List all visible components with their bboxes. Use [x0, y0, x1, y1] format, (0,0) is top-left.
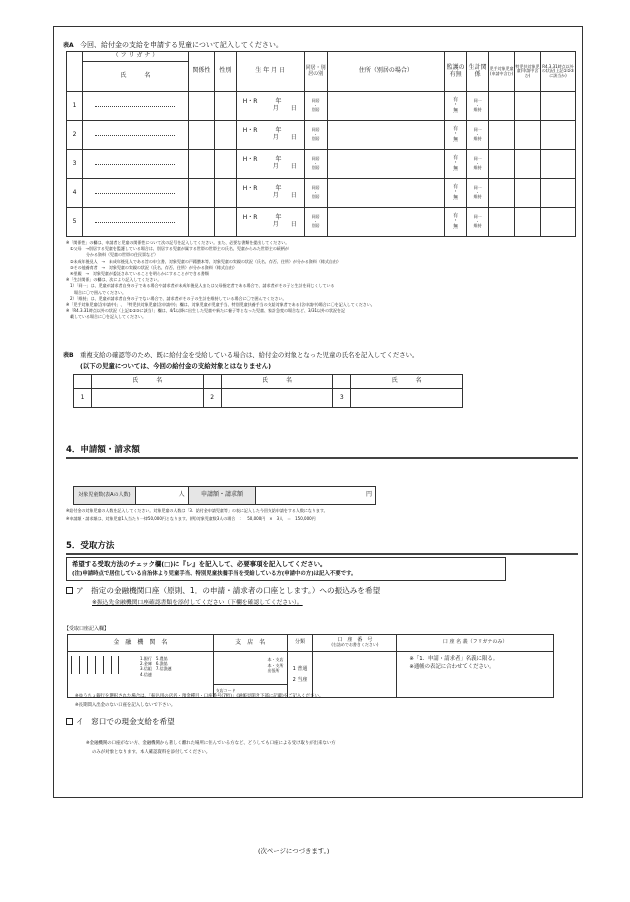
sex-cell[interactable] — [214, 92, 236, 121]
section4-note1: ※給付金の対象児童の人数を記入してください。対象児童の人数は「3．給付金申請児童等」の表に記入した今回支給申請をする人数になります。 — [66, 508, 328, 513]
account-title: 【受取口座記入欄】 — [64, 626, 110, 632]
r4-cell[interactable] — [540, 92, 575, 121]
bank-name-cell[interactable] — [68, 652, 214, 698]
note-line: 場合に〇で囲んでください。 — [66, 289, 126, 295]
r4-cell[interactable] — [540, 150, 575, 179]
table-b-label: 表B — [63, 352, 74, 359]
table-a-title: 今回、給付金の支給を申請する児童について記入してください。 — [80, 41, 283, 49]
acct-holder-cell[interactable] — [397, 652, 554, 698]
amount-label: 申請額・請求額 — [188, 487, 256, 505]
custody-cell[interactable]: 有 ・ 無 — [445, 150, 467, 179]
option-a[interactable]: ア 指定の金融機関口座（原則、1．の申請・請求者の口座とします。）への振込みを希望 — [66, 587, 380, 595]
livelihood-cell[interactable]: 同一 ・ 維持 — [467, 121, 489, 150]
bank-type: 4.信連 — [140, 671, 152, 677]
cohab-cell[interactable]: 同居 ・ 別居 — [304, 92, 327, 121]
note-line: ※「生計関係」の欄は、次により記入してください。 — [66, 277, 162, 283]
jido-cell[interactable] — [489, 121, 515, 150]
note-line: 載している場合に〇を記入してください。 — [66, 314, 146, 320]
bank-code-boxes[interactable] — [71, 656, 119, 678]
bank-type: 3.信組 7.信漁連 — [140, 666, 172, 672]
note-line: ※「R4.3.31時点以外の状況（上記①②③に該当）」欄は、4/1以降に出生した児童や新たに養子等となった児童、家計急変の場合など、3/31以外の状況を記 — [66, 308, 346, 314]
header-name: 氏 名 — [351, 375, 463, 389]
header-name: 氏 名 — [91, 375, 203, 389]
cohab-cell[interactable]: 同居 ・ 別居 — [304, 121, 327, 150]
header-sex: 性別 — [214, 52, 236, 92]
table-a-notes — [66, 241, 578, 321]
address-cell[interactable] — [327, 92, 445, 121]
header-furigana: （ フ リ ガ ナ ） — [82, 52, 188, 62]
category-cell[interactable]: 1 普通 2 当座 — [287, 652, 313, 698]
bank-type: 1.銀行 5.農協 — [140, 656, 168, 661]
row-number: 5 — [67, 208, 83, 237]
instruction-line1: 希望する受取方法のチェック欄(□)に『レ』を記入して、必要事項を記入してください。 — [72, 560, 327, 568]
acct-holder-header: 口 座 名 義（フリガナのみ） — [397, 635, 554, 652]
sex-cell[interactable] — [214, 179, 236, 208]
custody-cell[interactable]: 有 ・ 無 — [445, 208, 467, 237]
address-cell[interactable] — [327, 208, 445, 237]
livelihood-cell[interactable]: 同一 ・ 維持 — [467, 92, 489, 121]
livelihood-cell[interactable]: 同一 ・ 維持 — [467, 179, 489, 208]
header-name: 氏 名 — [82, 62, 188, 92]
header-livelihood: 生計関係 — [467, 52, 489, 92]
bank-name-header: 金 融 機 関 名 — [68, 635, 214, 652]
row-number: 3 — [67, 150, 83, 179]
count-label: 対象児童数(表Aの人数) — [74, 487, 136, 505]
acct-no-cell[interactable] — [313, 652, 397, 698]
cohab-cell[interactable]: 同居 ・ 別居 — [304, 150, 327, 179]
row-number: 1 — [74, 389, 92, 408]
yucho-note2: ※長期間入出金のない口座を記入しないで下さい。 — [75, 703, 176, 708]
custody-cell[interactable]: 有 ・ 無 — [445, 179, 467, 208]
address-cell[interactable] — [327, 121, 445, 150]
instruction-box — [66, 557, 506, 581]
header-jido: 児手対象児童(申請中含む) — [489, 52, 515, 92]
r4-cell[interactable] — [540, 208, 575, 237]
checkbox-i[interactable] — [66, 718, 73, 725]
note-line: 2）「維持」は、児童が請求者自身の子でない場合で、請求者がその子の生計を維持している場合に〇で囲んでください。 — [66, 295, 287, 301]
header-tokubetsu: 特児扶対象児童(申請中含む) — [515, 52, 541, 92]
cohab-cell[interactable]: 同居 ・ 別居 — [304, 179, 327, 208]
category-header: 分類 — [287, 635, 313, 652]
note-line: ※「関係性」の欄は、申請者と児童の関係性について次の記号を記入してください。また、必要な書類を提出してください。 — [66, 240, 290, 245]
r4-cell[interactable] — [540, 179, 575, 208]
account-table — [67, 634, 554, 698]
acct-no-header: 口 座 番 号 (右詰めでお書きください) — [313, 635, 397, 652]
name-cell[interactable] — [82, 92, 188, 121]
birth-cell[interactable]: H・R 年 月 日 — [236, 150, 304, 179]
instruction-line2: (注)申請時点で居住している自治体より児童手当、特別児童扶養手当を受給している方(申請中の方)は記入不要です。 — [72, 571, 357, 577]
table-a-label: 表A — [63, 42, 74, 49]
relation-cell[interactable] — [188, 179, 214, 208]
sex-cell[interactable] — [214, 208, 236, 237]
header-r4: R4.3.31時点以外の状況(上記①②③に該当か) — [540, 52, 575, 92]
livelihood-cell[interactable]: 同一 ・ 維持 — [467, 208, 489, 237]
table-b — [73, 374, 463, 408]
jido-cell[interactable] — [489, 179, 515, 208]
header-address: 住所（別居の場合） — [327, 52, 445, 92]
header-custody: 監護の有無 — [445, 52, 467, 92]
relation-cell[interactable] — [188, 121, 214, 150]
address-cell[interactable] — [327, 150, 445, 179]
section5-heading: 5．受取方法 — [66, 541, 115, 551]
yucho-note1: ※ゆうちょ銀行を選択された場合は、「振込用の店名・預金種目・口座番号(7桁)」(通帳見開き下部に記載)をご記入ください。 — [75, 694, 324, 699]
custody-cell[interactable]: 有 ・ 無 — [445, 121, 467, 150]
sex-cell[interactable] — [214, 150, 236, 179]
table-b-title: 重複支給の確認等のため、既に給付金を受給している場合は、給付金の対象となった児童の氏名を記入してください。 — [80, 351, 419, 359]
branch-type: 本・支店 — [267, 657, 284, 662]
table-a — [66, 51, 576, 237]
table-row — [67, 179, 576, 208]
birth-cell[interactable]: H・R 年 月 日 — [236, 121, 304, 150]
jido-cell[interactable] — [489, 92, 515, 121]
option-a-note: ※振込先金融機関口座確認書類を添付してください（下欄を確認してください）。 — [92, 600, 303, 606]
note-line: ※「児手対象児童(含申請中)」、「特児扶対象児童(含申請中)」欄は、対象児童が児童手当、特別児童扶養手当の支給対象者である(含申請中)場合に〇を記入してください。 — [66, 301, 375, 307]
tokubetsu-cell[interactable] — [515, 92, 541, 121]
name-cell[interactable] — [82, 150, 188, 179]
divider — [66, 457, 578, 459]
branch-type: 出張所 — [267, 668, 280, 674]
row-number: 4 — [67, 179, 83, 208]
table-row — [67, 92, 576, 121]
divider — [66, 553, 578, 555]
branch-type: 本・支所 — [267, 662, 284, 668]
header-birth: 生 年 月 日 — [236, 52, 304, 92]
note-line: ②未成年後見人 → 未成年後見人である旨の申立書、対象児童の戸籍謄本等、対象児童の実親の状況（氏名、存否、住所）が分かる資料（様式自由） — [66, 258, 341, 264]
cohab-cell[interactable]: 同居 ・ 別居 — [304, 208, 327, 237]
tokubetsu-cell[interactable] — [515, 208, 541, 237]
table-row — [67, 150, 576, 179]
note-line: ①父母 →別居する児童を監護している場合は、別居する児童が属する世帯の世帯主の氏名、児童からみた世帯主の続柄が — [66, 246, 289, 252]
name-cell[interactable] — [82, 179, 188, 208]
header-relation: 関係性 — [188, 52, 214, 92]
branch-name-cell[interactable] — [213, 652, 287, 698]
note-line: ③その他養育者 → 対象児童の実親の状況（氏名、存否、住所）が分かる資料（様式自由） — [66, 264, 237, 270]
name-cell[interactable] — [82, 121, 188, 150]
relation-cell[interactable] — [188, 208, 214, 237]
birth-cell[interactable]: H・R 年 月 日 — [236, 179, 304, 208]
section4-note2: ※申請額・請求額は、対象児童1人当たり一律50,000円となります。(例)対象児童数3人の場合 ： 50,000円 × 3人 ＝ 150,000円 — [66, 516, 316, 521]
holder-note: ※「1．申請・請求者」名義に限る。 — [409, 656, 499, 662]
table-row — [67, 121, 576, 150]
amount-field[interactable]: 円 — [256, 487, 376, 505]
row-number: 3 — [333, 389, 351, 408]
footer-text: (次ページにつづきます。) — [258, 847, 330, 855]
note-line: 分かる資料（児童の世帯の住民票など） — [66, 252, 158, 258]
name-cell[interactable] — [82, 208, 188, 237]
option-i-note2: のみが対象となります。本人確認資料を添付してください。 — [92, 750, 211, 755]
header-name: 氏 名 — [221, 375, 333, 389]
row-number: 2 — [203, 389, 221, 408]
sex-cell[interactable] — [214, 121, 236, 150]
bank-type: 2.金庫 6.漁協 — [140, 661, 168, 667]
option-i[interactable]: イ 窓口での現金支給を希望 — [66, 718, 175, 726]
section4-heading: 4．申請額・請求額 — [66, 445, 140, 455]
holder-note: ※通帳の表記に合わせてください。 — [409, 664, 495, 671]
tokubetsu-cell[interactable] — [515, 179, 541, 208]
relation-cell[interactable] — [188, 92, 214, 121]
note-line: ④里親 → 対象児童が委託されていることを明らかにすることができる書類 — [66, 270, 209, 276]
header-cohab: 同居・別居の別 — [304, 52, 327, 92]
tokubetsu-cell[interactable] — [515, 150, 541, 179]
note-line: 1）「同一」は、児童が請求者自身の子である場合や請求者が未成年後見人または父母指定者である場合で、請求者がその子と生計を同じくしている — [66, 283, 335, 289]
branch-code-field[interactable]: 支店コード — [214, 684, 287, 697]
tokubetsu-cell[interactable] — [515, 121, 541, 150]
jido-cell[interactable] — [489, 208, 515, 237]
jido-cell[interactable] — [489, 150, 515, 179]
name-cell[interactable] — [91, 389, 203, 408]
address-cell[interactable] — [327, 179, 445, 208]
relation-cell[interactable] — [188, 150, 214, 179]
amount-table — [73, 486, 376, 505]
custody-cell[interactable]: 有 ・ 無 — [445, 92, 467, 121]
birth-cell[interactable]: H・R 年 月 日 — [236, 92, 304, 121]
count-field[interactable]: 人 — [135, 487, 188, 505]
r4-cell[interactable] — [540, 121, 575, 150]
name-cell[interactable] — [221, 389, 333, 408]
branch-name-header: 支 店 名 — [213, 635, 287, 652]
table-row — [67, 208, 576, 237]
name-cell[interactable] — [351, 389, 463, 408]
checkbox-a[interactable] — [66, 587, 73, 594]
option-i-note1: ※金融機関の口座がない方、金融機関から著しく離れた場所に住んでいる方など、どうしても口座による受け取りが出来ない方 — [86, 741, 336, 746]
livelihood-cell[interactable]: 同一 ・ 維持 — [467, 150, 489, 179]
row-number: 2 — [67, 121, 83, 150]
row-number: 1 — [67, 92, 83, 121]
table-b-subtitle: (以下の児童については、今回の給付金の支給対象とはなりません) — [80, 362, 272, 370]
birth-cell[interactable]: H・R 年 月 日 — [236, 208, 304, 237]
